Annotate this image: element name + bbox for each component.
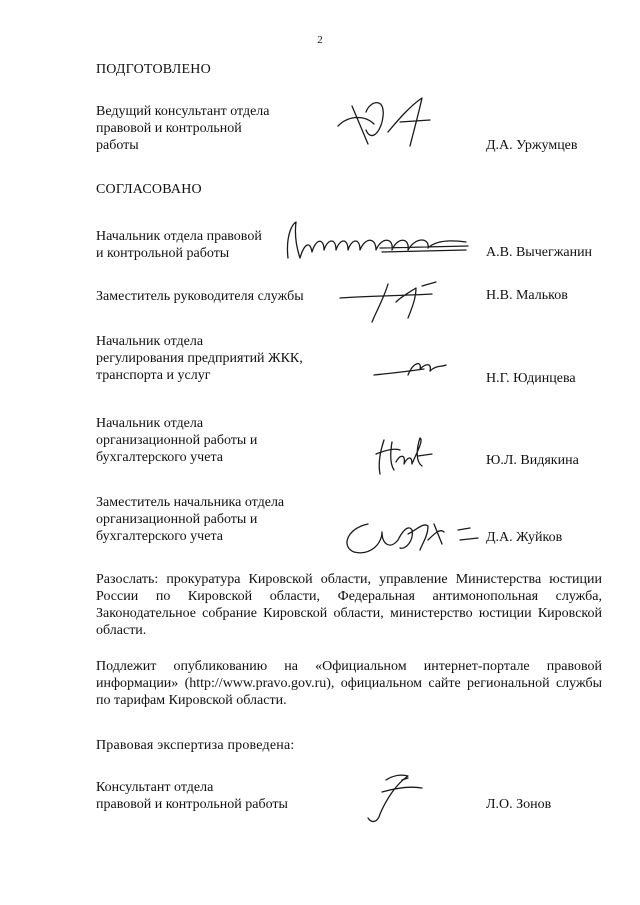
signer-name: Ю.Л. Видякина (486, 453, 579, 468)
expertise-heading: Правовая экспертиза проведена: (96, 738, 295, 753)
signature-zhuikov (338, 510, 488, 562)
position-line: организационной работы и (96, 433, 258, 448)
position-line: бухгалтерского учета (96, 529, 223, 544)
position-line: транспорта и услуг (96, 368, 211, 383)
prepared-heading: ПОДГОТОВЛЕНО (96, 62, 211, 77)
signer-position (96, 333, 303, 384)
position-line: правовой и контрольной (96, 121, 242, 136)
signer-position (96, 415, 257, 466)
position-line: Ведущий консультант отдела (96, 104, 270, 119)
prepared-name: Д.А. Уржумцев (486, 138, 578, 153)
position-line: Заместитель начальника отдела (96, 495, 285, 510)
position-line: Начальник отдела (96, 416, 204, 431)
position-line: регулирования предприятий ЖКК, (96, 351, 303, 366)
publication-paragraph: Подлежит опубликованию на «Официальном интернет-портале правовой информации» (http://www.pravo.gov.ru), официальном сайте региональной службы по тарифам Кировской области. (96, 659, 602, 708)
expertise-position (96, 779, 288, 813)
signer-position (96, 288, 304, 305)
signer-name: Н.В. Мальков (486, 288, 568, 303)
position-line: Консультант отдела (96, 780, 214, 795)
signer-name: Д.А. Жуйков (486, 530, 563, 545)
signature-zonov (356, 770, 428, 826)
signer-name: А.В. Вычегжанин (486, 245, 593, 260)
signature-urzhumtsev (330, 92, 440, 154)
signature-malkov (336, 278, 444, 326)
position-line: организационной работы и (96, 512, 258, 527)
prepared-position (96, 103, 270, 154)
position-line: Начальник отдела (96, 334, 204, 349)
signer-position (96, 494, 284, 545)
expertise-name: Л.О. Зонов (486, 797, 552, 812)
position-line: Заместитель руководителя службы (96, 289, 304, 304)
position-line: бухгалтерского учета (96, 450, 223, 465)
signer-name: Н.Г. Юдинцева (486, 371, 576, 386)
approved-heading: СОГЛАСОВАНО (96, 182, 202, 197)
page-number: 2 (317, 34, 323, 46)
position-line: работы (96, 138, 139, 153)
signature-yudintseva (370, 355, 450, 385)
position-line: и контрольной работы (96, 246, 230, 261)
position-line: Начальник отдела правовой (96, 229, 262, 244)
signature-vidyakina (370, 432, 436, 478)
distribution-paragraph: Разослать: прокуратура Кировской области, управление Министерства юстиции России по Кировской области, Федеральная антимонопольная служба, Законодательное собрание Кировской области, министерство юстиции Кировской области. (96, 572, 602, 638)
position-line: правовой и контрольной работы (96, 797, 288, 812)
signature-vychegzhanin (280, 218, 472, 266)
signer-position (96, 228, 262, 262)
